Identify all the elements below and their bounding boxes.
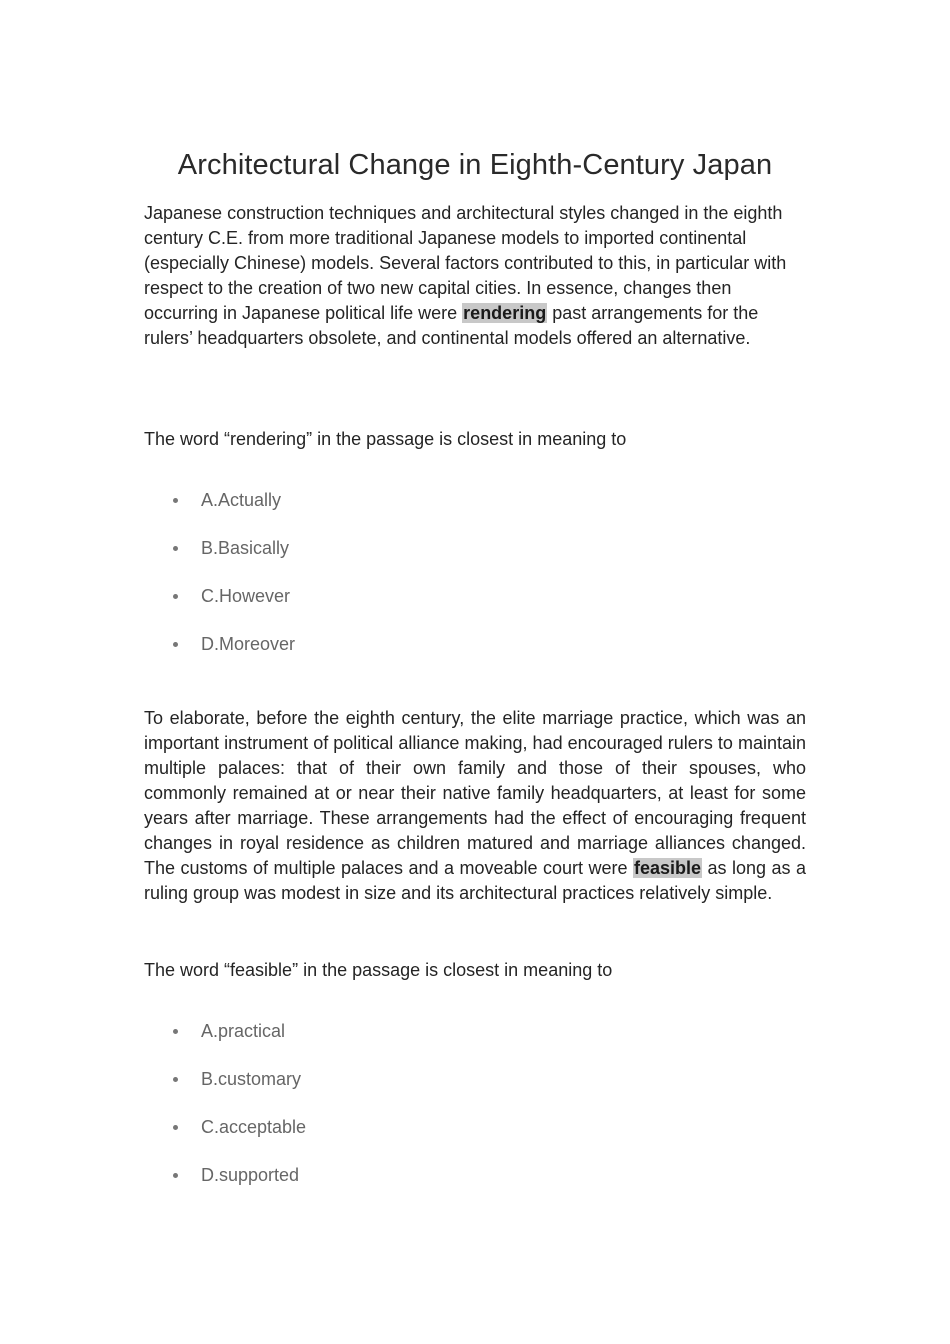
option-label: D.Moreover <box>201 634 296 654</box>
page-title: Architectural Change in Eighth-Century Japan <box>177 149 773 181</box>
bullet-icon <box>173 1077 178 1082</box>
highlighted-word-rendering: rendering <box>463 303 547 323</box>
option-label: B.Basically <box>201 538 290 558</box>
bullet-icon <box>173 1173 178 1178</box>
question-1-option-a[interactable] <box>144 488 544 536</box>
passage-paragraph-1 <box>144 201 806 351</box>
question-2-option-d[interactable] <box>144 1163 544 1211</box>
passage-1-text-after: past arrangements for the rulers’ headquarters obsolete, and continental models offered an alternative. <box>144 303 759 348</box>
option-label: D.supported <box>201 1165 300 1185</box>
question-1-option-b[interactable] <box>144 536 544 584</box>
question-2-option-a[interactable] <box>144 1019 544 1067</box>
option-label: C.However <box>201 586 291 606</box>
question-2-options <box>144 1019 544 1211</box>
bullet-icon <box>173 546 178 551</box>
highlighted-word-feasible: feasible <box>633 858 702 878</box>
question-1-prompt: The word “rendering” in the passage is closest in meaning to <box>144 429 627 449</box>
question-2-option-c[interactable] <box>144 1115 544 1163</box>
bullet-icon <box>173 594 178 599</box>
question-1-option-c[interactable] <box>144 584 544 632</box>
option-label: A.practical <box>201 1021 286 1041</box>
option-label: C.acceptable <box>201 1117 307 1137</box>
passage-paragraph-2 <box>144 706 806 906</box>
bullet-icon <box>173 642 178 647</box>
bullet-icon <box>173 1125 178 1130</box>
passage-1-text-before: Japanese construction techniques and architectural styles changed in the eighth century C.E. from more traditional Japanese models to imported continental (especially Chinese) models. Several factors contributed to this, in particular with respect to the creation of two new capital cities. In essence, changes then occurring in Japanese political life were <box>144 203 787 323</box>
passage-2-text-before: To elaborate, before the eighth century, the elite marriage practice, which was an important instrument of political alliance making, had encouraged rulers to maintain multiple palaces: that of their own family and those of their spouses, who commonly remained at or near their native family headquarters, at least for some years after marriage. These arrangements had the effect of encouraging frequent changes in royal residence as children matured and marriage alliances changed. The customs of multiple palaces and a moveable court were <box>144 708 806 878</box>
passage-2-text-after: as long as a ruling group was modest in size and its architectural practices relatively simple. <box>144 858 806 903</box>
bullet-icon <box>173 1029 178 1034</box>
question-1-options <box>144 488 544 680</box>
question-2-option-b[interactable] <box>144 1067 544 1115</box>
option-label: A.Actually <box>201 490 282 510</box>
question-1-option-d[interactable] <box>144 632 544 680</box>
question-2-prompt: The word “feasible” in the passage is closest in meaning to <box>144 960 613 980</box>
bullet-icon <box>173 498 178 503</box>
option-label: B.customary <box>201 1069 302 1089</box>
